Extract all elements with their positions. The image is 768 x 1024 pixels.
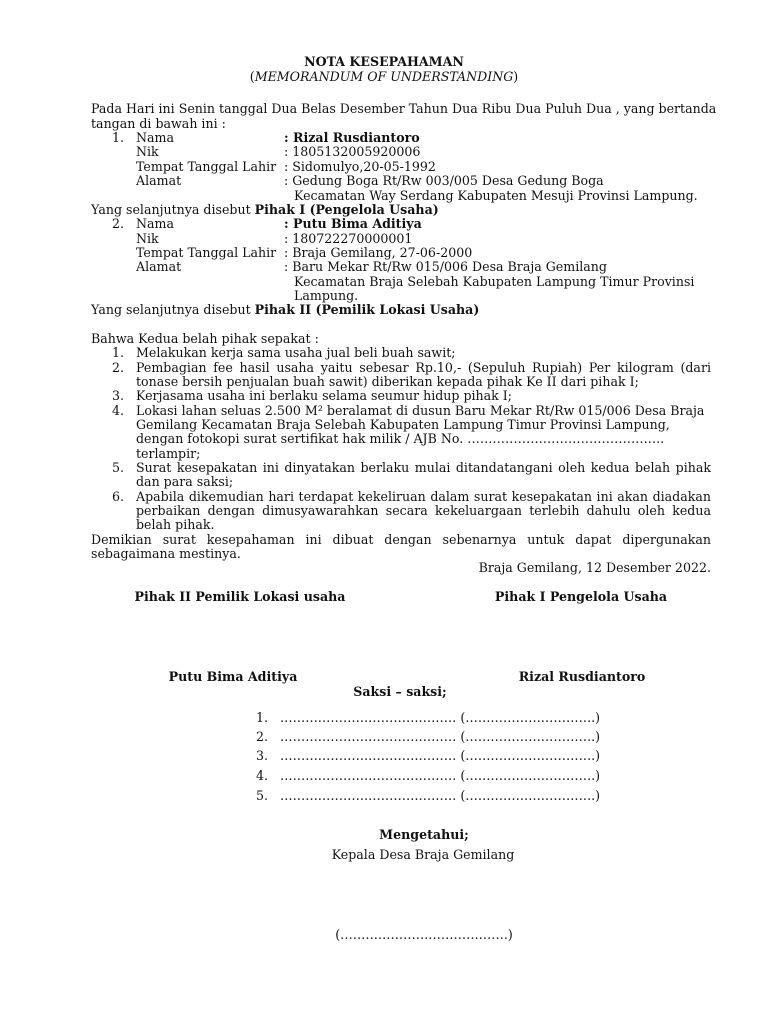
party2-nik-label: Nik — [136, 231, 159, 246]
witness-number: 5. — [256, 788, 269, 803]
point-number: 3. — [112, 388, 125, 403]
party2-number: 2. — [112, 216, 125, 231]
witness-number: 3. — [256, 748, 269, 763]
village-head-title: Kepala Desa Braja Gemilang — [331, 847, 515, 862]
party1-designation-label: Pihak I (Pengelola Usaha) — [254, 202, 439, 217]
party1-number: 1. — [112, 130, 125, 145]
acknowledgement-heading: Mengetahui; — [379, 827, 469, 842]
place-date: Braja Gemilang, 12 Desember 2022. — [478, 560, 711, 575]
point-number: 5. — [112, 460, 125, 475]
party2-birth-label: Tempat Tanggal Lahir — [136, 245, 277, 260]
witness-line: …………………………………… (………………………….) — [280, 788, 601, 803]
party1-address-continuation: Kecamatan Way Serdang Kabupaten Mesuji Provinsi Lampung. — [294, 188, 698, 203]
point-text: Gemilang Kecamatan Braja Selebah Kabupaten Lampung Timur Provinsi Lampung, — [136, 417, 670, 432]
witness-line: …………………………………… (………………………….) — [280, 768, 601, 783]
subtitle-italic: MEMORANDUM OF UNDERSTANDING — [254, 69, 514, 84]
party1-birth-value: : Sidomulyo,20-05-1992 — [284, 159, 436, 174]
witness-number: 2. — [256, 729, 269, 744]
point-text: Lokasi lahan seluas 2.500 M² beralamat di dusun Baru Mekar Rt/Rw 015/006 Desa Braja — [136, 403, 705, 418]
party2-address-continuation-2: Lampung. — [294, 288, 359, 303]
witness-line: …………………………………… (………………………….) — [280, 710, 601, 725]
point-number: 4. — [112, 403, 125, 418]
point-text: dan para saksi; — [136, 474, 234, 489]
subtitle-close: ) — [513, 69, 519, 84]
witness-number: 4. — [256, 768, 269, 783]
point-text: Surat kesepakatan ini dinyatakan berlaku mulai ditandatangani oleh kedua belah pihak — [136, 460, 711, 475]
party1-name-label: Nama — [136, 130, 174, 145]
party2-nik-value: : 180722270000001 — [284, 231, 413, 246]
point-text: tonase bersih penjualan buah sawit) diberikan kepada pihak Ke II dari pihak I; — [136, 374, 639, 389]
witnesses-heading: Saksi – saksi; — [353, 684, 447, 699]
signature-left-title: Pihak II Pemilik Lokasi usaha — [134, 589, 346, 604]
party1-nik-value: : 1805132005920006 — [284, 144, 421, 159]
party1-designation — [91, 203, 439, 217]
point-text: dengan fotokopi surat sertifikat hak milik / AJB No. ……………………………………….. — [136, 431, 665, 446]
subtitle-open: ( — [249, 69, 255, 84]
witness-number: 1. — [256, 710, 269, 725]
party2-designation-label: Pihak II (Pemilik Lokasi Usaha) — [254, 302, 480, 317]
party1-designation-prefix: Yang selanjutnya disebut — [91, 202, 255, 217]
party2-address-label: Alamat — [136, 259, 182, 274]
intro-line-2: tangan di bawah ini : — [91, 116, 226, 131]
document-title: NOTA KESEPAHAMAN — [304, 54, 464, 69]
closing-line-1: Demikian surat kesepahaman ini dibuat dengan sebenarnya untuk dapat dipergunakan — [91, 532, 711, 547]
point-number: 1. — [112, 345, 125, 360]
party2-name-value: : Putu Bima Aditiya — [284, 216, 422, 231]
party1-name-value: : Rizal Rusdiantoro — [284, 130, 420, 145]
village-head-signature-line: (………………………………….) — [335, 927, 513, 942]
agreement-heading: Bahwa Kedua belah pihak sepakat : — [91, 331, 319, 346]
signature-left-name: Putu Bima Aditiya — [168, 669, 298, 684]
point-text: Apabila dikemudian hari terdapat kekeliruan dalam surat kesepakatan ini akan diadakan — [136, 489, 711, 504]
intro-line-1: Pada Hari ini Senin tanggal Dua Belas Desember Tahun Dua Ribu Dua Puluh Dua , yang bertanda — [91, 101, 717, 116]
point-text: terlampir; — [136, 446, 201, 461]
point-text: perbaikan dengan dimusyawarahkan secara kekeluargaan terlebih dahulu oleh kedua — [136, 503, 711, 518]
point-text: Pembagian fee hasil usaha yaitu sebesar Rp.10,- (Sepuluh Rupiah) Per kilogram (dari — [136, 360, 711, 375]
party2-address-continuation-1: Kecamatan Braja Selebah Kabupaten Lampung Timur Provinsi — [294, 274, 695, 289]
point-text: Kerjasama usaha ini berlaku selama seumur hidup pihak I; — [136, 388, 513, 403]
document-subtitle — [0, 70, 768, 84]
party2-birth-value: : Braja Gemilang, 27-06-2000 — [284, 245, 473, 260]
party2-designation — [91, 303, 479, 317]
party1-nik-label: Nik — [136, 144, 159, 159]
party1-address-value: : Gedung Boga Rt/Rw 003/005 Desa Gedung Boga — [284, 173, 604, 188]
point-text: belah pihak. — [136, 517, 215, 532]
closing-line-2: sebagaimana mestinya. — [91, 546, 241, 561]
point-text: Melakukan kerja sama usaha jual beli buah sawit; — [136, 345, 456, 360]
point-number: 2. — [112, 360, 125, 375]
party1-address-label: Alamat — [136, 173, 182, 188]
party2-designation-prefix: Yang selanjutnya disebut — [91, 302, 255, 317]
signature-right-name: Rizal Rusdiantoro — [518, 669, 646, 684]
party1-birth-label: Tempat Tanggal Lahir — [136, 159, 277, 174]
party2-name-label: Nama — [136, 216, 174, 231]
witness-line: …………………………………… (………………………….) — [280, 748, 601, 763]
witness-line: …………………………………… (………………………….) — [280, 729, 601, 744]
point-number: 6. — [112, 489, 125, 504]
signature-right-title: Pihak I Pengelola Usaha — [494, 589, 668, 604]
party2-address-value: : Baru Mekar Rt/Rw 015/006 Desa Braja Gemilang — [284, 259, 607, 274]
